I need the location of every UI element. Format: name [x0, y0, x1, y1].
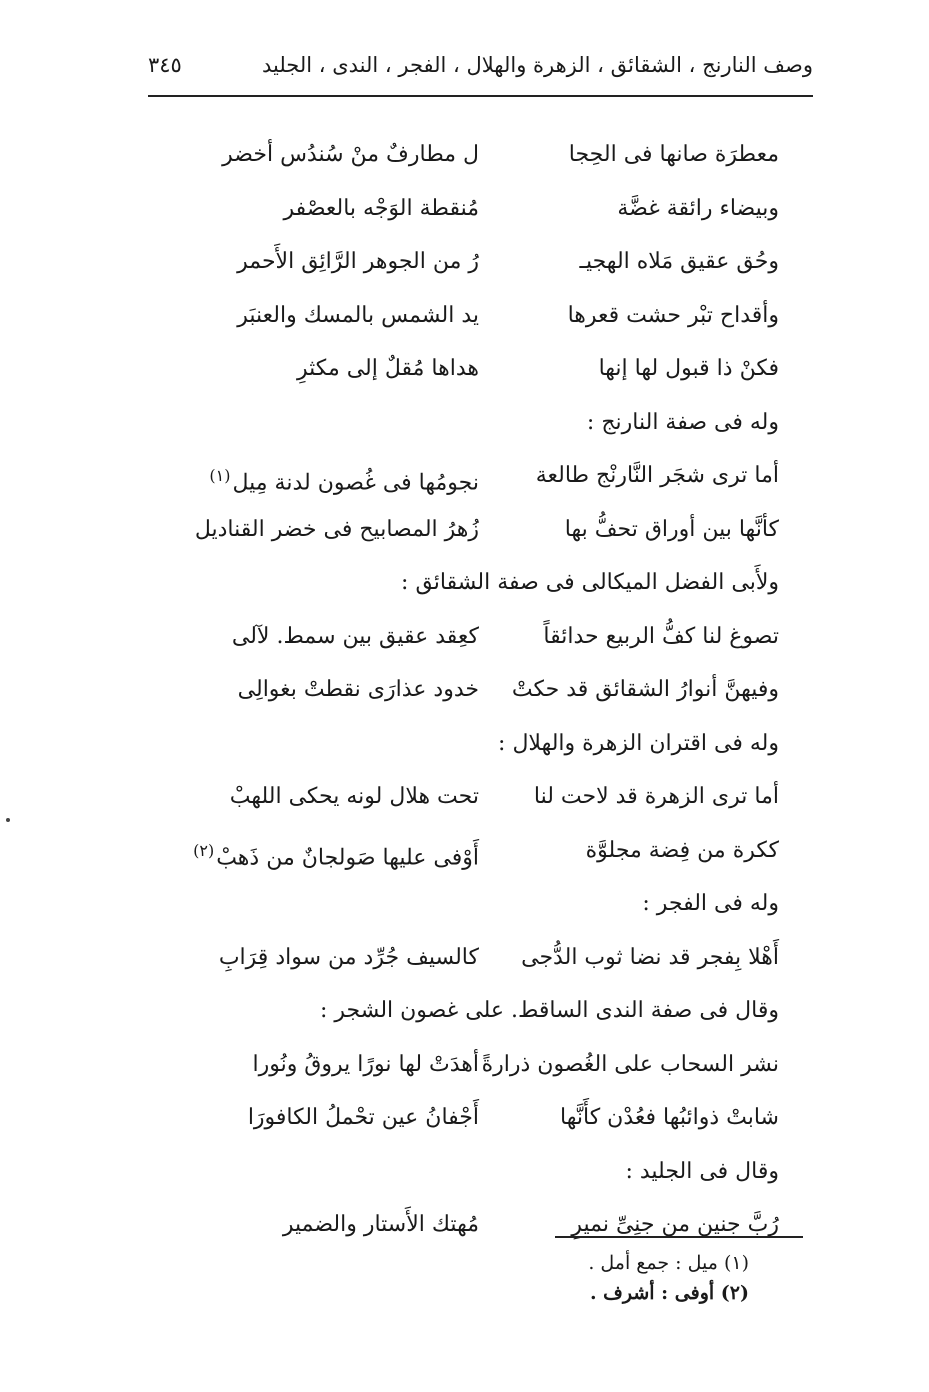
second-hemistich-text: زُهرُ المصابيح فى خضر القناديل: [194, 517, 479, 542]
footnote-1: (١) ميل : جمع أمل .: [588, 1252, 749, 1274]
second-hemistich-text: تحت هلال لونه يحكى اللهبْ: [229, 784, 479, 809]
first-hemistich: كأنَّها بين أوراق تحفُّ بها: [564, 517, 779, 542]
first-hemistich: وبيضاء رائقة غضَّة: [617, 196, 779, 221]
margin-speck: [6, 818, 10, 822]
second-hemistich: [179, 194, 479, 224]
second-hemistich-text: كعِقد عقيق بين سمط. لآلى: [231, 624, 479, 649]
prose-line: وله فى الفجر :: [642, 891, 779, 916]
verse-line: [179, 301, 779, 331]
second-hemistich-text: مُنقطة الوَجْه بالعصْفر: [283, 196, 479, 221]
second-hemistich: [179, 1050, 479, 1080]
running-title: وصف النارنج ، الشقائق ، الزهرة والهلال ، الفجر ، الندى ، الجليد: [261, 53, 813, 77]
second-hemistich-text: رُ من الجوهر الرَّائِق الأَحمر: [237, 249, 479, 274]
second-hemistich-text: كالسيف جُرِّد من سواد قِرَابِ: [218, 945, 479, 970]
second-hemistich-text: أَجْفانُ عين تحْملُ الكافورَا: [247, 1105, 479, 1130]
first-hemistich: فكنْ ذا قبول لها إنها: [598, 356, 779, 381]
second-hemistich-text: أهدَتْ لها نورًا يروقُ ونُورا: [252, 1052, 479, 1077]
first-hemistich: تصوغ لنا كفُّ الربيع حدائقاً: [543, 624, 779, 649]
footnote-rule: [555, 1236, 803, 1238]
first-hemistich: وحُق عقيق مَلاه الهجيـ: [579, 249, 779, 274]
second-hemistich: [179, 354, 479, 384]
second-hemistich-text: أَوْفى عليها صَولجانٌ من ذَهبْ: [216, 845, 479, 871]
verse-line: [179, 194, 779, 224]
verse-line: [179, 461, 779, 498]
running-header: [148, 44, 813, 86]
footnote-marker: (١): [209, 466, 231, 485]
second-hemistich-text: ل مطارفٌ منْ سُندُس أخضر: [222, 142, 479, 167]
first-hemistich: ككرة من فِضة مجلوَّة: [585, 838, 779, 863]
page-number: ٣٤٥: [148, 53, 182, 77]
verse-line: [179, 943, 779, 973]
second-hemistich: [179, 515, 479, 545]
prose-line: وله فى اقتران الزهرة والهلال :: [498, 731, 779, 756]
verse-line: [179, 622, 779, 652]
first-hemistich: رُبَّ جنين من جنِىِّ نميرِ: [571, 1212, 779, 1237]
verse-line: [179, 140, 779, 170]
first-hemistich: وأقداح تبْر حشت قعرها: [567, 303, 779, 328]
first-hemistich: أَهْلا بِفجر قد نضا ثوب الدُّجى: [521, 945, 779, 970]
verse-line: [179, 515, 779, 545]
first-hemistich: شابتْ ذوائبُها فعُدْن كأَنَّها: [560, 1105, 779, 1130]
second-hemistich: [179, 622, 479, 652]
verse-line: [179, 675, 779, 705]
first-hemistich: نشر السحاب على الغُصون ذرارةً: [481, 1052, 779, 1077]
verse-line: [179, 836, 779, 873]
first-hemistich: أما ترى شجَر النَّارنْج طالعة: [535, 463, 779, 488]
verse-line: [179, 247, 779, 277]
second-hemistich: [179, 247, 479, 277]
second-hemistich: [179, 836, 479, 873]
header-rule: [148, 95, 813, 97]
second-hemistich: [179, 782, 479, 812]
verse-line: [179, 782, 779, 812]
prose-line: ولأَبى الفضل الميكالى فى صفة الشقائق :: [401, 570, 779, 595]
first-hemistich: أما ترى الزهرة قد لاحت لنا: [533, 784, 779, 809]
verse-line: [179, 1103, 779, 1133]
second-hemistich: [179, 301, 479, 331]
verse-line: [179, 1050, 779, 1080]
prose-line: وقال فى الجليد :: [625, 1159, 779, 1184]
footnote-marker: (٢): [193, 841, 215, 860]
second-hemistich-text: مُهتك الأَستار والضمير: [282, 1212, 479, 1237]
second-hemistich: [179, 461, 479, 498]
prose-line: وله فى صفة النارنج :: [586, 410, 779, 435]
second-hemistich: [179, 1210, 479, 1240]
first-hemistich: وفيهنَّ أنوارُ الشقائق قد حكتْ: [511, 677, 779, 702]
second-hemistich-text: نجومُها فى غُصون لدنة مِيل: [232, 470, 479, 496]
first-hemistich: معطرَة صانها فى الحِجا: [568, 142, 779, 167]
second-hemistich-text: هداها مُقلٌ إلى مكثرِ: [297, 356, 479, 381]
second-hemistich: [179, 943, 479, 973]
second-hemistich: [179, 1103, 479, 1133]
second-hemistich-text: يد الشمس بالمسك والعنبَر: [237, 303, 479, 328]
verse-line: [179, 354, 779, 384]
second-hemistich-text: خدود عذارَى نقطتْ بغوالِى: [237, 677, 479, 702]
prose-line: وقال فى صفة الندى الساقط. على غصون الشجر :: [319, 998, 779, 1023]
second-hemistich: [179, 675, 479, 705]
second-hemistich: [179, 140, 479, 170]
footnote-2: (٢) أوفى : أشرف .: [589, 1282, 749, 1304]
